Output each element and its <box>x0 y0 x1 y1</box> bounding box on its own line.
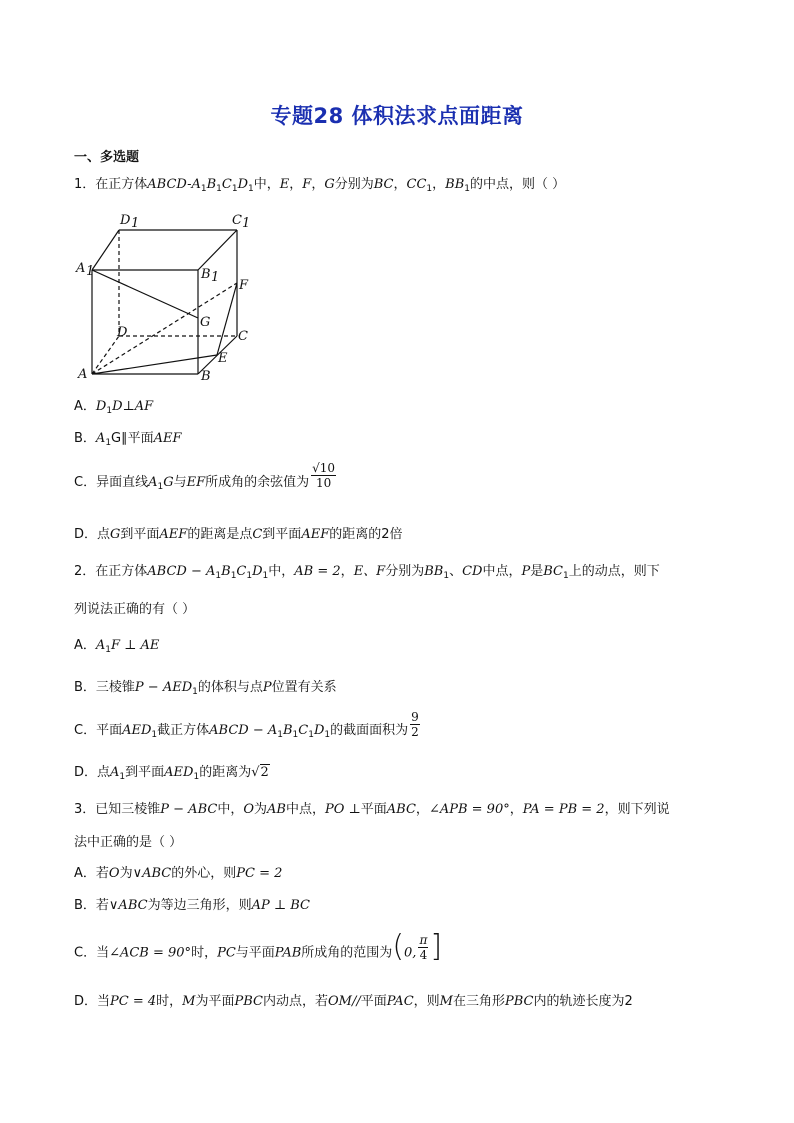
q1-option-c[interactable]: C．异面直线$A_1G$与EF所成角的余弦值为 $\frac{√10}{10}$ <box>74 461 336 492</box>
label-f: F <box>239 278 249 293</box>
cube-figure <box>72 206 262 386</box>
q1-option-a[interactable]: A．$D_1D\perp AF$ <box>74 399 154 416</box>
page-title: 专题28 体积法求点面距离 <box>270 104 524 128</box>
q3-stem-line2: 法中正确的是（ ） <box>74 835 183 850</box>
q2-option-c[interactable]: C．平面$AED_1$截正方体ABCD − $A_1B_1C_1D_1$的截面面积为 $\frac{9}{2}$ <box>74 710 419 740</box>
svg-text:1: 1 <box>211 270 220 285</box>
q3-stem-line1: 3．已知三棱锥P − ABC中，O为AB中点，PO ⊥平面ABC，∠APB = 90°，PA = PB = 2，则下列说 <box>74 802 670 817</box>
label-b1: B <box>201 267 211 282</box>
label-a: A <box>78 367 88 382</box>
q2-stem-line1: 2．在正方体ABCD − $A_1B_1C_1D_1$中，AB = 2，E、F分别为$BB_1$、CD中点，P是$BC_1$上的动点，则下 <box>74 564 660 581</box>
label-e: E <box>218 351 228 366</box>
section-heading: 一、多选题 <box>74 150 140 165</box>
q2-option-d[interactable]: D．点$A_1$到平面$AED_1$的距离为√2 <box>74 765 269 782</box>
label-c: C <box>238 329 248 344</box>
q1-option-d[interactable]: D．点G到平面AEF的距离是点C到平面AEF的距离的2倍 <box>74 527 403 542</box>
q1-stem: 1．在正方体ABCD-$A_1B_1C_1D_1$中，E，F，G分别为BC，$CC_1$，$BB_1$的中点，则（ ） <box>74 177 566 194</box>
q2-stem-line2: 列说法正确的有（ ） <box>74 602 196 617</box>
svg-text:1: 1 <box>242 216 251 231</box>
label-g: G <box>200 315 211 330</box>
svg-text:1: 1 <box>86 264 95 279</box>
q2-option-a[interactable]: A．$A_1F$ ⊥ AE <box>74 638 160 655</box>
q3-option-d[interactable]: D．当PC = 4时，M为平面PBC内动点，若OM//平面PAC，则M在三角形PBC内的轨迹长度为2 <box>74 994 633 1009</box>
q3-option-c[interactable]: C．当∠ACB = 90°时，PC与平面PAB所成角的范围为(0, $\frac{\pi}{4}$ ] <box>74 929 443 964</box>
label-d: D <box>117 325 128 340</box>
label-b: B <box>201 369 211 384</box>
q2-option-b[interactable]: B．三棱锥$P - AED_1$的体积与点P位置有关系 <box>74 680 337 697</box>
q3-option-a[interactable]: A．若O为∨ABC的外心，则PC = 2 <box>74 866 283 881</box>
label-a1: A <box>76 261 86 276</box>
q1-option-b[interactable]: B．$A_1G\parallel$平面AEF <box>74 431 182 448</box>
q3-option-b[interactable]: B．若∨ABC为等边三角形，则AP ⊥ BC <box>74 898 310 913</box>
svg-text:1: 1 <box>131 216 140 231</box>
label-c1: C <box>232 213 242 228</box>
label-d1: D <box>120 213 131 228</box>
